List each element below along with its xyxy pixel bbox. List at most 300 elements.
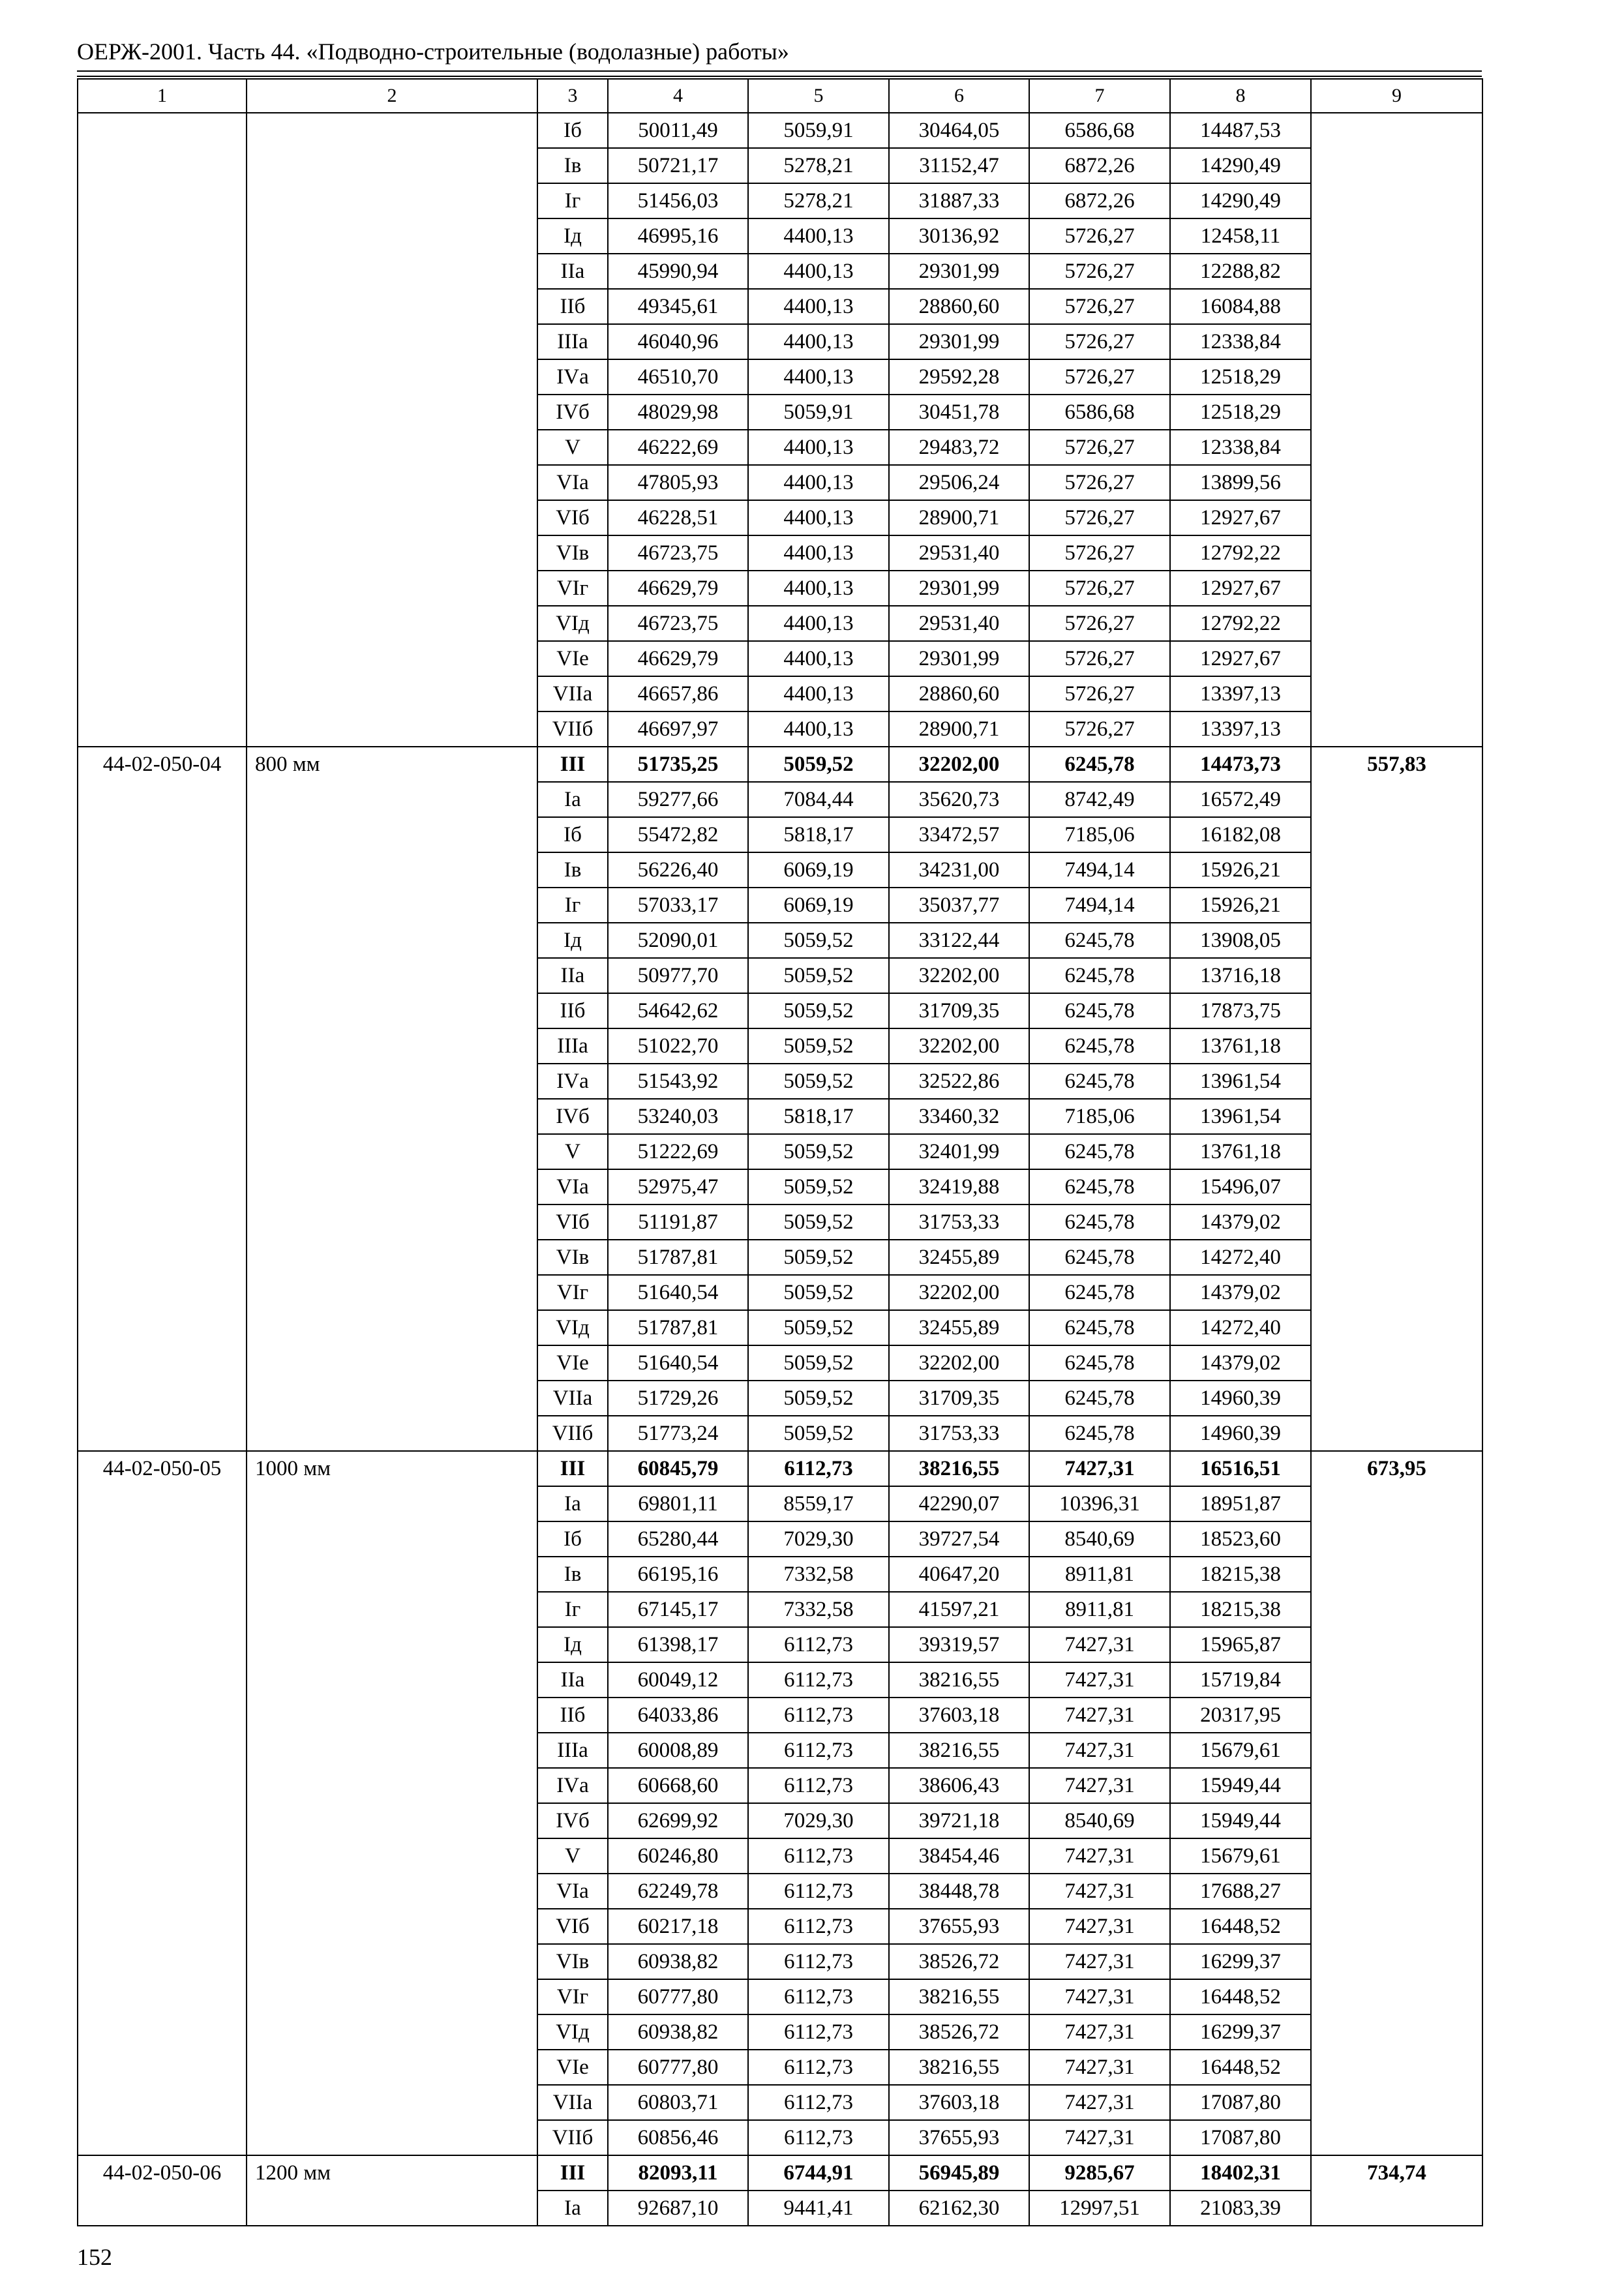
value-cell: 38454,46 — [889, 1838, 1029, 1874]
value-cell: 30464,05 — [889, 113, 1029, 148]
value-cell: 7084,44 — [748, 782, 889, 817]
value-cell: 7185,06 — [1029, 817, 1170, 852]
value-cell: 14379,02 — [1170, 1275, 1311, 1310]
value-cell: 12518,29 — [1170, 395, 1311, 430]
value-cell: 7427,31 — [1029, 2014, 1170, 2050]
column-header: 3 — [537, 79, 608, 113]
value-cell: 60938,82 — [608, 2014, 748, 2050]
value-cell: 7427,31 — [1029, 2120, 1170, 2155]
value-cell: 7427,31 — [1029, 1909, 1170, 1944]
zone-cell: VIIб — [537, 2120, 608, 2155]
value-cell: 60049,12 — [608, 1662, 748, 1698]
value-cell: 51735,25 — [608, 747, 748, 782]
value-cell: 12927,67 — [1170, 641, 1311, 676]
value-cell: 4400,13 — [748, 606, 889, 641]
value-cell: 12288,82 — [1170, 254, 1311, 289]
value-cell: 16448,52 — [1170, 1909, 1311, 1944]
zone-cell: VIе — [537, 1345, 608, 1381]
value-cell: 59277,66 — [608, 782, 748, 817]
value-cell: 6112,73 — [748, 1662, 889, 1698]
value-cell: 38526,72 — [889, 2014, 1029, 2050]
value-cell: 29531,40 — [889, 535, 1029, 571]
zone-cell: VIб — [537, 1204, 608, 1240]
value-cell: 6112,73 — [748, 1768, 889, 1803]
value-cell: 15719,84 — [1170, 1662, 1311, 1698]
value-cell: 29301,99 — [889, 254, 1029, 289]
zone-cell: Iв — [537, 852, 608, 888]
value-cell: 39721,18 — [889, 1803, 1029, 1838]
value-cell: 7427,31 — [1029, 1874, 1170, 1909]
value-cell: 7427,31 — [1029, 1838, 1170, 1874]
zone-cell: IVб — [537, 395, 608, 430]
value-cell: 7494,14 — [1029, 852, 1170, 888]
value-cell: 29301,99 — [889, 571, 1029, 606]
value-cell: 21083,39 — [1170, 2191, 1311, 2226]
value-cell: 7332,58 — [748, 1557, 889, 1592]
value-cell: 60845,79 — [608, 1451, 748, 1486]
value-cell: 6245,78 — [1029, 1240, 1170, 1275]
value-cell: 64033,86 — [608, 1698, 748, 1733]
value-cell: 8540,69 — [1029, 1521, 1170, 1557]
col9-cell: 734,74 — [1311, 2155, 1482, 2226]
zone-cell: IIа — [537, 254, 608, 289]
value-cell: 4400,13 — [748, 500, 889, 535]
value-cell: 5059,91 — [748, 113, 889, 148]
value-cell: 14290,49 — [1170, 183, 1311, 218]
zone-cell: Iд — [537, 1627, 608, 1662]
value-cell: 31753,33 — [889, 1204, 1029, 1240]
value-cell: 60217,18 — [608, 1909, 748, 1944]
value-cell: 13961,54 — [1170, 1064, 1311, 1099]
value-cell: 31709,35 — [889, 993, 1029, 1028]
value-cell: 60008,89 — [608, 1733, 748, 1768]
value-cell: 5726,27 — [1029, 324, 1170, 359]
zone-cell: IIб — [537, 1698, 608, 1733]
value-cell: 32202,00 — [889, 1345, 1029, 1381]
zone-cell: IVб — [537, 1803, 608, 1838]
table-row — [78, 1451, 1482, 1486]
value-cell: 51456,03 — [608, 183, 748, 218]
value-cell: 57033,17 — [608, 888, 748, 923]
value-cell: 5726,27 — [1029, 359, 1170, 395]
value-cell: 6112,73 — [748, 1979, 889, 2014]
value-cell: 5726,27 — [1029, 676, 1170, 711]
value-cell: 30136,92 — [889, 218, 1029, 254]
value-cell: 7427,31 — [1029, 2085, 1170, 2120]
value-cell: 46510,70 — [608, 359, 748, 395]
value-cell: 6245,78 — [1029, 993, 1170, 1028]
value-cell: 35620,73 — [889, 782, 1029, 817]
value-cell: 31887,33 — [889, 183, 1029, 218]
value-cell: 40647,20 — [889, 1557, 1029, 1592]
value-cell: 38526,72 — [889, 1944, 1029, 1979]
value-cell: 51729,26 — [608, 1381, 748, 1416]
value-cell: 12792,22 — [1170, 606, 1311, 641]
value-cell: 6872,26 — [1029, 148, 1170, 183]
zone-cell: III — [537, 2155, 608, 2191]
value-cell: 5059,91 — [748, 395, 889, 430]
value-cell: 6112,73 — [748, 1451, 889, 1486]
value-cell: 6112,73 — [748, 1627, 889, 1662]
value-cell: 6112,73 — [748, 1909, 889, 1944]
zone-cell: VIIб — [537, 1416, 608, 1451]
value-cell: 8540,69 — [1029, 1803, 1170, 1838]
zone-cell: Iб — [537, 113, 608, 148]
zone-cell: Iд — [537, 923, 608, 958]
value-cell: 16448,52 — [1170, 1979, 1311, 2014]
value-cell: 20317,95 — [1170, 1698, 1311, 1733]
value-cell: 12518,29 — [1170, 359, 1311, 395]
value-cell: 6112,73 — [748, 2085, 889, 2120]
value-cell: 6112,73 — [748, 1944, 889, 1979]
value-cell: 32401,99 — [889, 1134, 1029, 1169]
value-cell: 6245,78 — [1029, 958, 1170, 993]
value-cell: 17873,75 — [1170, 993, 1311, 1028]
value-cell: 7332,58 — [748, 1592, 889, 1627]
zone-cell: VIа — [537, 1874, 608, 1909]
value-cell: 28900,71 — [889, 500, 1029, 535]
price-table — [77, 78, 1483, 2226]
value-cell: 6069,19 — [748, 888, 889, 923]
value-cell: 28860,60 — [889, 289, 1029, 324]
zone-cell: IVа — [537, 1064, 608, 1099]
zone-cell: Iб — [537, 1521, 608, 1557]
value-cell: 37603,18 — [889, 2085, 1029, 2120]
value-cell: 5059,52 — [748, 1240, 889, 1275]
column-header: 6 — [889, 79, 1029, 113]
zone-cell: VIв — [537, 1240, 608, 1275]
value-cell: 33472,57 — [889, 817, 1029, 852]
zone-cell: Iв — [537, 1557, 608, 1592]
zone-cell: VIг — [537, 571, 608, 606]
value-cell: 47805,93 — [608, 465, 748, 500]
value-cell: 32202,00 — [889, 958, 1029, 993]
value-cell: 60856,46 — [608, 2120, 748, 2155]
value-cell: 60777,80 — [608, 1979, 748, 2014]
value-cell: 37655,93 — [889, 1909, 1029, 1944]
value-cell: 13899,56 — [1170, 465, 1311, 500]
zone-cell: VIIа — [537, 1381, 608, 1416]
value-cell: 29301,99 — [889, 641, 1029, 676]
value-cell: 5059,52 — [748, 1345, 889, 1381]
value-cell: 16572,49 — [1170, 782, 1311, 817]
value-cell: 69801,11 — [608, 1486, 748, 1521]
value-cell: 7427,31 — [1029, 2050, 1170, 2085]
value-cell: 12997,51 — [1029, 2191, 1170, 2226]
value-cell: 6112,73 — [748, 2050, 889, 2085]
value-cell: 29592,28 — [889, 359, 1029, 395]
value-cell: 52090,01 — [608, 923, 748, 958]
value-cell: 67145,17 — [608, 1592, 748, 1627]
value-cell: 5059,52 — [748, 1134, 889, 1169]
table-row — [78, 2155, 1482, 2191]
value-cell: 13716,18 — [1170, 958, 1311, 993]
value-cell: 32419,88 — [889, 1169, 1029, 1204]
value-cell: 34231,00 — [889, 852, 1029, 888]
value-cell: 7427,31 — [1029, 1944, 1170, 1979]
value-cell: 51640,54 — [608, 1345, 748, 1381]
value-cell: 9285,67 — [1029, 2155, 1170, 2191]
value-cell: 46040,96 — [608, 324, 748, 359]
value-cell: 29301,99 — [889, 324, 1029, 359]
value-cell: 14473,73 — [1170, 747, 1311, 782]
zone-cell: IIIа — [537, 1028, 608, 1064]
value-cell: 38216,55 — [889, 1662, 1029, 1698]
value-cell: 15926,21 — [1170, 852, 1311, 888]
value-cell: 53240,03 — [608, 1099, 748, 1134]
value-cell: 6112,73 — [748, 1838, 889, 1874]
value-cell: 6245,78 — [1029, 1064, 1170, 1099]
value-cell: 60938,82 — [608, 1944, 748, 1979]
table-row — [78, 747, 1482, 782]
value-cell: 6245,78 — [1029, 923, 1170, 958]
diameter-cell: 1000 мм — [247, 1451, 537, 2155]
value-cell: 18523,60 — [1170, 1521, 1311, 1557]
value-cell: 5726,27 — [1029, 218, 1170, 254]
value-cell: 4400,13 — [748, 254, 889, 289]
value-cell: 60668,60 — [608, 1768, 748, 1803]
value-cell: 12927,67 — [1170, 571, 1311, 606]
col9-cell: 557,83 — [1311, 747, 1482, 1451]
value-cell: 46697,97 — [608, 711, 748, 747]
value-cell: 7427,31 — [1029, 1451, 1170, 1486]
value-cell: 31709,35 — [889, 1381, 1029, 1416]
value-cell: 16084,88 — [1170, 289, 1311, 324]
value-cell: 5726,27 — [1029, 500, 1170, 535]
value-cell: 18402,31 — [1170, 2155, 1311, 2191]
value-cell: 13908,05 — [1170, 923, 1311, 958]
value-cell: 5059,52 — [748, 1381, 889, 1416]
value-cell: 45990,94 — [608, 254, 748, 289]
value-cell: 14960,39 — [1170, 1381, 1311, 1416]
diameter-cell: 1200 мм — [247, 2155, 537, 2226]
value-cell: 82093,11 — [608, 2155, 748, 2191]
value-cell: 8911,81 — [1029, 1557, 1170, 1592]
value-cell: 5059,52 — [748, 958, 889, 993]
value-cell: 15949,44 — [1170, 1803, 1311, 1838]
value-cell: 30451,78 — [889, 395, 1029, 430]
column-number-row — [78, 79, 1482, 113]
value-cell: 4400,13 — [748, 465, 889, 500]
value-cell: 13397,13 — [1170, 676, 1311, 711]
value-cell: 46222,69 — [608, 430, 748, 465]
value-cell: 29506,24 — [889, 465, 1029, 500]
value-cell: 6245,78 — [1029, 1204, 1170, 1240]
value-cell: 42290,07 — [889, 1486, 1029, 1521]
value-cell: 13961,54 — [1170, 1099, 1311, 1134]
value-cell: 51543,92 — [608, 1064, 748, 1099]
value-cell: 5059,52 — [748, 1064, 889, 1099]
value-cell: 6112,73 — [748, 2120, 889, 2155]
value-cell: 15679,61 — [1170, 1733, 1311, 1768]
value-cell: 60777,80 — [608, 2050, 748, 2085]
value-cell: 16182,08 — [1170, 817, 1311, 852]
value-cell: 56226,40 — [608, 852, 748, 888]
value-cell: 50011,49 — [608, 113, 748, 148]
value-cell: 55472,82 — [608, 817, 748, 852]
value-cell: 7427,31 — [1029, 1768, 1170, 1803]
value-cell: 16299,37 — [1170, 1944, 1311, 1979]
value-cell: 46995,16 — [608, 218, 748, 254]
value-cell: 7427,31 — [1029, 1698, 1170, 1733]
value-cell: 5726,27 — [1029, 711, 1170, 747]
value-cell: 32202,00 — [889, 747, 1029, 782]
value-cell: 5059,52 — [748, 993, 889, 1028]
value-cell: 5059,52 — [748, 1204, 889, 1240]
rate-code-cell: 44-02-050-06 — [78, 2155, 247, 2226]
value-cell: 6744,91 — [748, 2155, 889, 2191]
value-cell: 50721,17 — [608, 148, 748, 183]
zone-cell: VIIа — [537, 2085, 608, 2120]
zone-cell: IIIа — [537, 324, 608, 359]
value-cell: 6245,78 — [1029, 1416, 1170, 1451]
value-cell: 14290,49 — [1170, 148, 1311, 183]
value-cell: 39319,57 — [889, 1627, 1029, 1662]
value-cell: 12338,84 — [1170, 430, 1311, 465]
zone-cell: IVа — [537, 359, 608, 395]
zone-cell: V — [537, 1134, 608, 1169]
value-cell: 61398,17 — [608, 1627, 748, 1662]
value-cell: 16299,37 — [1170, 2014, 1311, 2050]
value-cell: 12927,67 — [1170, 500, 1311, 535]
value-cell: 7185,06 — [1029, 1099, 1170, 1134]
value-cell: 38216,55 — [889, 1979, 1029, 2014]
table-body — [78, 113, 1482, 2226]
zone-cell: VIб — [537, 1909, 608, 1944]
rate-code-cell: 44-02-050-04 — [78, 747, 247, 1451]
value-cell: 37603,18 — [889, 1698, 1029, 1733]
value-cell: 12458,11 — [1170, 218, 1311, 254]
value-cell: 6245,78 — [1029, 747, 1170, 782]
value-cell: 50977,70 — [608, 958, 748, 993]
value-cell: 5818,17 — [748, 1099, 889, 1134]
column-header: 5 — [748, 79, 889, 113]
zone-cell: IVа — [537, 1768, 608, 1803]
col9-cell — [1311, 113, 1482, 747]
value-cell: 6112,73 — [748, 1733, 889, 1768]
zone-cell: VIе — [537, 641, 608, 676]
value-cell: 29483,72 — [889, 430, 1029, 465]
value-cell: 48029,98 — [608, 395, 748, 430]
value-cell: 7494,14 — [1029, 888, 1170, 923]
page-number: 152 — [77, 2244, 112, 2270]
value-cell: 15965,87 — [1170, 1627, 1311, 1662]
value-cell: 5059,52 — [748, 1416, 889, 1451]
value-cell: 17688,27 — [1170, 1874, 1311, 1909]
value-cell: 5059,52 — [748, 1275, 889, 1310]
value-cell: 38448,78 — [889, 1874, 1029, 1909]
value-cell: 14272,40 — [1170, 1240, 1311, 1275]
value-cell: 7427,31 — [1029, 1733, 1170, 1768]
zone-cell: IIа — [537, 1662, 608, 1698]
value-cell: 6872,26 — [1029, 183, 1170, 218]
value-cell: 15926,21 — [1170, 888, 1311, 923]
value-cell: 6245,78 — [1029, 1028, 1170, 1064]
value-cell: 4400,13 — [748, 430, 889, 465]
table-row — [78, 113, 1482, 148]
zone-cell: VIе — [537, 2050, 608, 2085]
value-cell: 4400,13 — [748, 359, 889, 395]
value-cell: 5059,52 — [748, 1310, 889, 1345]
value-cell: 65280,44 — [608, 1521, 748, 1557]
value-cell: 49345,61 — [608, 289, 748, 324]
value-cell: 6586,68 — [1029, 113, 1170, 148]
value-cell: 38216,55 — [889, 1451, 1029, 1486]
column-header: 4 — [608, 79, 748, 113]
value-cell: 13397,13 — [1170, 711, 1311, 747]
value-cell: 8742,49 — [1029, 782, 1170, 817]
value-cell: 62249,78 — [608, 1874, 748, 1909]
value-cell: 51191,87 — [608, 1204, 748, 1240]
value-cell: 9441,41 — [748, 2191, 889, 2226]
value-cell: 33122,44 — [889, 923, 1029, 958]
zone-cell: Iа — [537, 782, 608, 817]
value-cell: 60246,80 — [608, 1838, 748, 1874]
value-cell: 92687,10 — [608, 2191, 748, 2226]
zone-cell: Iа — [537, 1486, 608, 1521]
value-cell: 5726,27 — [1029, 465, 1170, 500]
page-header: ОЕРЖ-2001. Часть 44. «Подводно-строительные (водолазные) работы» — [77, 38, 789, 65]
value-cell: 8911,81 — [1029, 1592, 1170, 1627]
value-cell: 5726,27 — [1029, 254, 1170, 289]
value-cell: 38216,55 — [889, 2050, 1029, 2085]
zone-cell: VIа — [537, 1169, 608, 1204]
value-cell: 46629,79 — [608, 641, 748, 676]
zone-cell: VIд — [537, 1310, 608, 1345]
value-cell: 5726,27 — [1029, 641, 1170, 676]
value-cell: 13761,18 — [1170, 1134, 1311, 1169]
rate-code-cell: 44-02-050-05 — [78, 1451, 247, 2155]
value-cell: 41597,21 — [889, 1592, 1029, 1627]
value-cell: 5726,27 — [1029, 571, 1170, 606]
value-cell: 62699,92 — [608, 1803, 748, 1838]
value-cell: 5059,52 — [748, 1169, 889, 1204]
value-cell: 32202,00 — [889, 1275, 1029, 1310]
zone-cell: Iа — [537, 2191, 608, 2226]
value-cell: 18951,87 — [1170, 1486, 1311, 1521]
value-cell: 46228,51 — [608, 500, 748, 535]
value-cell: 51787,81 — [608, 1310, 748, 1345]
value-cell: 14487,53 — [1170, 113, 1311, 148]
column-header: 2 — [247, 79, 537, 113]
zone-cell: IVб — [537, 1099, 608, 1134]
value-cell: 7029,30 — [748, 1803, 889, 1838]
value-cell: 32455,89 — [889, 1310, 1029, 1345]
value-cell: 5059,52 — [748, 923, 889, 958]
value-cell: 46629,79 — [608, 571, 748, 606]
value-cell: 6245,78 — [1029, 1345, 1170, 1381]
column-header: 7 — [1029, 79, 1170, 113]
value-cell: 7029,30 — [748, 1521, 889, 1557]
value-cell: 4400,13 — [748, 218, 889, 254]
value-cell: 16516,51 — [1170, 1451, 1311, 1486]
value-cell: 6245,78 — [1029, 1275, 1170, 1310]
value-cell: 5059,52 — [748, 747, 889, 782]
value-cell: 12338,84 — [1170, 324, 1311, 359]
zone-cell: IIб — [537, 289, 608, 324]
value-cell: 5818,17 — [748, 817, 889, 852]
zone-cell: V — [537, 430, 608, 465]
zone-cell: III — [537, 1451, 608, 1486]
zone-cell: Iг — [537, 183, 608, 218]
zone-cell: III — [537, 747, 608, 782]
zone-cell: VIв — [537, 1944, 608, 1979]
value-cell: 15679,61 — [1170, 1838, 1311, 1874]
value-cell: 7427,31 — [1029, 1662, 1170, 1698]
value-cell: 7427,31 — [1029, 1627, 1170, 1662]
value-cell: 6112,73 — [748, 1874, 889, 1909]
header-rule-top — [77, 70, 1482, 72]
